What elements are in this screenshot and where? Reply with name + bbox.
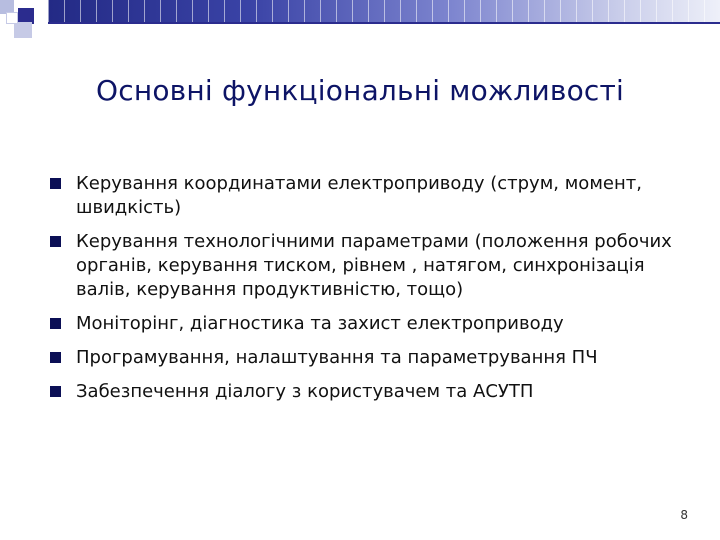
slide-title: Основні функціональні можливості bbox=[96, 74, 624, 107]
bullet-text: Моніторінг, діагностика та захист електроприводу bbox=[76, 313, 564, 334]
bullet-item bbox=[50, 346, 690, 370]
square-bullet-icon bbox=[50, 178, 61, 189]
bullet-item bbox=[50, 172, 690, 220]
bullet-text: Програмування, налаштування та параметрування ПЧ bbox=[76, 347, 598, 368]
header-band-grid bbox=[48, 0, 720, 22]
bullet-text: Керування технологічними параметрами (положення робочих органів, керування тиском, рівнем , натягом, синхронізація валів, керування продуктивністю, тощо) bbox=[76, 231, 672, 300]
square-bullet-icon bbox=[50, 236, 61, 247]
header-divider bbox=[48, 22, 720, 24]
bullet-item bbox=[50, 380, 690, 404]
bullet-item bbox=[50, 230, 690, 302]
decor-square bbox=[6, 12, 18, 24]
page-number: 8 bbox=[680, 508, 688, 522]
bullet-list bbox=[50, 172, 690, 414]
square-bullet-icon bbox=[50, 352, 61, 363]
decor-square bbox=[14, 22, 32, 38]
square-bullet-icon bbox=[50, 318, 61, 329]
bullet-text: Керування координатами електроприводу (струм, момент, швидкість) bbox=[76, 173, 642, 218]
bullet-text: Забезпечення діалогу з користувачем та АСУТП bbox=[76, 381, 534, 402]
bullet-item bbox=[50, 312, 690, 336]
square-bullet-icon bbox=[50, 386, 61, 397]
